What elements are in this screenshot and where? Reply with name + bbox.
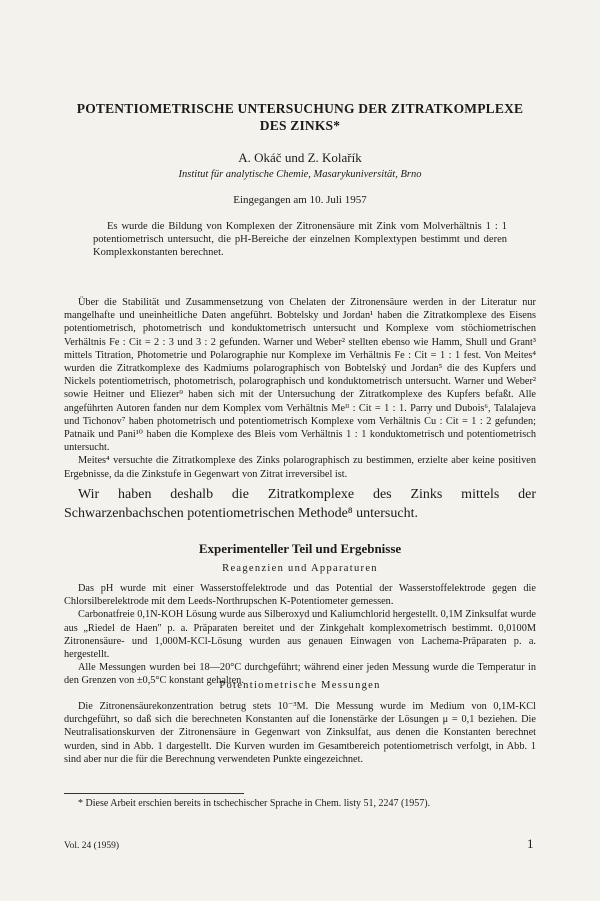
subsection-heading-reagents: Reagenzien und Apparaturen	[222, 563, 378, 574]
measurements-paragraph-1: Die Zitronensäurekonzentration betrug stets 10⁻³M. Die Messung wurde im Medium von 0,1M-KCl durchgeführt, so daß sich die berechneten Konstanten auf die Ionenstärke der Lösungen μ = 0,1 beziehen. Die Neutralisationskurven der Zitronensäure in Gegenwart von Zinksulfat, aus denen die Konstanten berechnet wurden, sind in Abb. 1 dargestellt. Die Kurven wurden im Gesamtbereich potentiometrisch verfolgt, in Abb. 1 sind aber nur die für die Berechnung verwendeten Punkte eingezeichnet.	[64, 701, 536, 765]
abstract: Es wurde die Bildung von Komplexen der Zitronensäure mit Zink vom Molverhältnis 1 : 1 potentiometrisch untersucht, die pH-Bereiche der einzelnen Komplextypen bestimmt und deren Komplexkonstanten berechnet.	[93, 221, 507, 258]
measurements-section	[64, 700, 536, 766]
article-title	[60, 100, 540, 134]
title-line-1: POTENTIOMETRISCHE UNTERSUCHUNG DER ZITRATKOMPLEXE	[76, 101, 524, 116]
volume-label: Vol. 24 (1959)	[64, 841, 119, 851]
intro-paragraph-2: Meites⁴ versuchte die Zitratkomplexe des Zinks polarographisch zu bestimmen, erzielte aber keine positiven Ergebnisse, da die Zinkstufe in Gegenwart von Zitrat irreversibel ist.	[64, 455, 536, 480]
page-number: 1	[527, 836, 534, 851]
footnote: * Diese Arbeit erschien bereits in tschechischer Sprache in Chem. listy 51, 2247 (1957).	[78, 798, 431, 809]
authors: A. Okáč und Z. Kolařík	[238, 150, 362, 165]
reagents-section	[64, 582, 536, 688]
received-date: Eingegangen am 10. Juli 1957	[233, 194, 367, 206]
reagents-paragraph-2: Carbonatfreie 0,1N-KOH Lösung wurde aus Silberoxyd und Kaliumchlorid hergestellt. 0,1M Zinksulfat wurde aus „Riedel de Haen" p. a. Präparaten bereitet und der Zinkgehalt komplexometrisch bestimmt. 0,0100M Zitronensäure- und 1,000M-KCl-Lösung wurden aus genauen Einwagen von Lachema-Präparaten p. a. hergestellt.	[64, 609, 536, 661]
footnote-rule	[64, 793, 244, 794]
title-line-2: DES ZINKS*	[259, 118, 341, 133]
introduction	[64, 296, 536, 481]
reagents-paragraph-3: Alle Messungen wurden bei 18—20°C durchgeführt; während einer jeden Messung wurde die Temperatur in den Grenzen von ±0,5°C konstant gehalten.	[64, 662, 536, 687]
subsection-heading-measurements: Potentiometrische Messungen	[219, 680, 381, 691]
intro-paragraph-1: Über die Stabilität und Zusammensetzung von Chelaten der Zitronensäure werden in der Literatur nur mangelhafte und uneinheitliche Daten angeführt. Bobtelsky und Jordan¹ haben die Zitratkomplexe des Eisens potentiometrisch, photometrisch und konduktometrisch untersucht und Komplexe vom stöchiometrischen Verhältnis Fe : Cit = 2 : 3 und 3 : 2 gefunden. Warner und Weber² stellten ebenso wie Hamm, Shull und Grant³ mittels Titration, Photometrie und Polarographie nur Komplexe im Verhältnis Fe : Cit = 1 : 1 fest. Von Meites⁴ wurden die Zitratkomplexe des Kadmiums polarographisch von Bobtelský und Jordan⁵ die des Kupfers und Nickels potentiometrisch, photometrisch, polarographisch und konduktometrisch untersucht. Warner und Weber² sowie Heitner und Eliezer⁹ haben sich mit der Untersuchung der Zitratkomplexe des Kupfers befaßt. Alle angeführten Autoren fanden nur dem Komplex vom Verhältnis Meᴵᴵ : Cit = 1 : 1. Parry und Dubois⁶, Talalajeva und Tichonov⁷ haben photometrisch und potentiometrisch Komplexe vom Verhältnis Cu : Cit = 1 : 2 gefunden; Patnaik und Pani¹⁰ haben die Komplexe des Bleis vom Verhältnis 1 : 1 konduktometrisch und potentiometrisch untersucht.	[64, 297, 536, 454]
institute: Institut für analytische Chemie, Masarykuniversität, Brno	[178, 169, 422, 180]
reagents-paragraph-1: Das pH wurde mit einer Wasserstoffelektrode und das Potential der Wasserstoffelektrode gegen die Chlorsilberelektrode mit dem Leeds-Northrupschen K-Potentiometer gemessen.	[64, 583, 536, 608]
large-paragraph: Wir haben deshalb die Zitratkomplexe des Zinks mittels der Schwarzenbachschen potentiometrischen Methode⁸ untersucht.	[64, 487, 536, 521]
section-heading: Experimenteller Teil und Ergebnisse	[198, 541, 402, 556]
